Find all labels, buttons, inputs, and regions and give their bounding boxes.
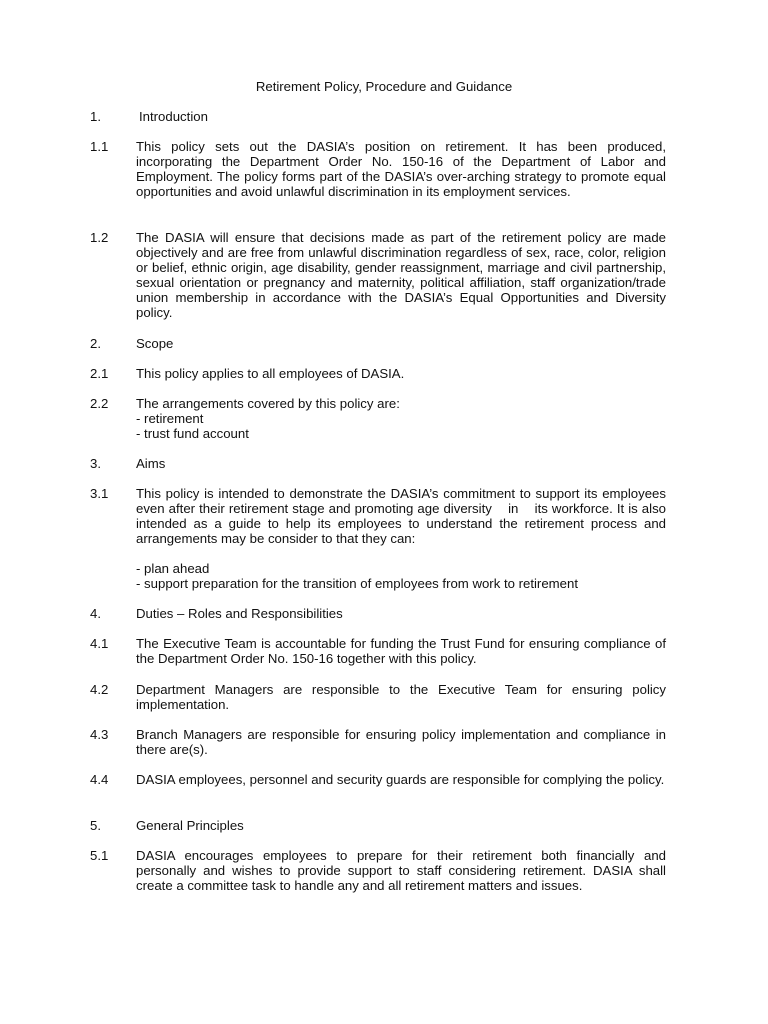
section-heading: Aims [136,456,166,471]
section-number: 4. [90,606,101,621]
section-heading: Introduction [139,109,208,124]
list-item: - trust fund account [136,426,249,441]
paragraph-number: 3.1 [90,486,109,501]
document-title: Retirement Policy, Procedure and Guidance [255,79,513,94]
paragraph-text: Department Managers are responsible to the Executive Team for ensuring policy implementation. [136,682,666,712]
paragraph-number: 4.4 [90,772,109,787]
paragraph-text: DASIA encourages employees to prepare for their retirement both financially and personally and wishes to provide support to staff considering retirement. DASIA shall create a committee task to handle any and all retirement matters and issues. [136,848,666,893]
section-heading: Scope [136,336,174,351]
paragraph-text [136,486,670,546]
paragraph-text: This policy applies to all employees of DASIA. [136,366,405,381]
paragraph-number: 1.1 [90,139,109,154]
paragraph-text: This policy sets out the DASIA’s position on retirement. It has been produced, incorporating the Department Order No. 150-16 of the Department of Labor and Employment. The policy forms part of the DASIA’s over-arching strategy to promote equal opportunities and avoid unlawful discrimination in its employment services. [136,139,666,199]
paragraph-number: 1.2 [90,230,109,245]
section-number: 3. [90,456,101,471]
paragraph-number: 5.1 [90,848,109,863]
list-item: - retirement [136,411,204,426]
section-number: 1. [90,109,101,124]
paragraph-text: DASIA employees, personnel and security guards are responsible for complying the policy. [136,772,665,787]
list-item: - plan ahead [136,561,210,576]
paragraph-text: The Executive Team is accountable for funding the Trust Fund for ensuring compliance of the Department Order No. 150-16 together with this policy. [136,636,666,666]
paragraph-text: Branch Managers are responsible for ensuring policy implementation and compliance in there are(s). [136,727,666,757]
paragraph-number: 2.1 [90,366,109,381]
paragraph-number: 4.1 [90,636,109,651]
section-number: 2. [90,336,101,351]
paragraph-text: The DASIA will ensure that decisions made as part of the retirement policy are made objectively and are free from unlawful discrimination regardless of sex, race, color, religion or belief, ethnic origin, age disability, gender reassignment, marriage and civil partnership, sexual orientation or pregnancy and maternity, political affiliation, staff organization/trade union membership in accordance with the DASIA’s Equal Opportunities and Diversity policy. [136,230,666,320]
paragraph-lead: This policy is intended to demonstrate the DASIA’s commitment to support its employees even after their retirement stage and promoting age diversity in its workforce. It is also intended as a guide to help its employees to understand the retirement process and arrangements may be consider to that they can: [136,486,670,546]
paragraph-number: 2.2 [90,396,109,411]
list-item: - support preparation for the transition of employees from work to retirement [136,576,578,591]
paragraph-number: 4.3 [90,727,109,742]
section-heading: General Principles [136,818,244,833]
section-number: 5. [90,818,101,833]
section-heading: Duties – Roles and Responsibilities [136,606,343,621]
paragraph-lead: The arrangements covered by this policy are: [136,396,400,411]
paragraph-text [136,396,666,441]
paragraph-number: 4.2 [90,682,109,697]
